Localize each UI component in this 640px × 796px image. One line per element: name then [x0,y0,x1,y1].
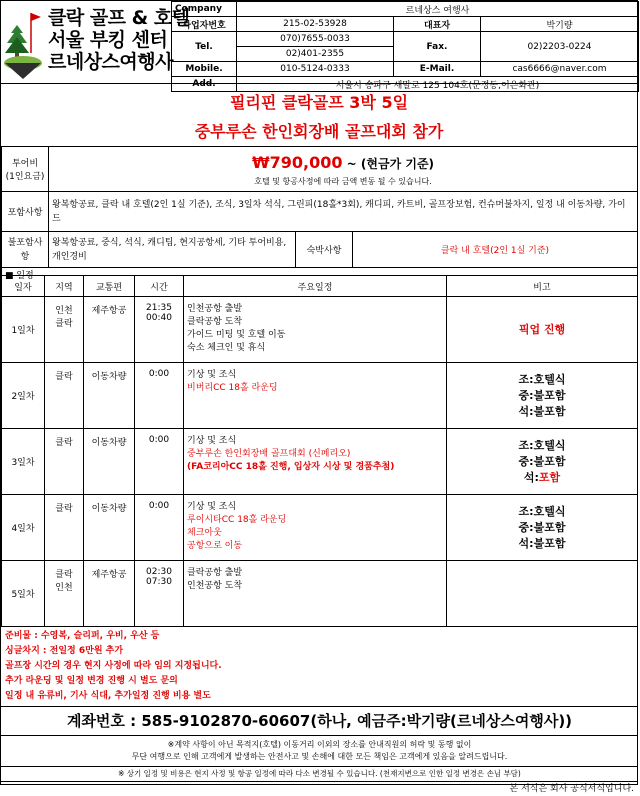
region-cell-line: 클락 [55,372,73,382]
price-note: 호텔 및 항공사정에 따라 금액 변동 될 수 있습니다. [254,177,432,186]
notes [1,626,638,706]
tour-info-table [1,146,638,281]
price-cell [49,147,638,192]
time-cell-line: 02:30 [146,567,172,577]
schedule-row [2,297,638,363]
header [1,1,639,91]
itinerary-item: 인천공항 출발 [187,304,243,314]
schedule-table [1,275,638,627]
warning-change-notice: ※ 상기 일정 및 비용은 현지 사정 및 항공 일정에 따라 다소 변경될 수 있습니다. (천재지변으로 인한 일정 변경은 손님 부담) [1,766,638,781]
note-extra-cost: 일정 내 유류비, 기사 식대, 추가일정 진행 비용 별도 [5,691,211,701]
region-cell-line: 클락 [55,438,73,448]
header-time: 시간 [135,276,184,297]
time-cell-line: 00:40 [146,313,172,323]
ceo-label: 대표자 [394,17,481,32]
region-cell [45,495,84,561]
logo-line-1: 클락 골프 & 호텔 [48,7,190,29]
footer [1,626,638,796]
price-label [2,147,49,192]
meal-item: 조:호텔식 [518,504,566,518]
itinerary-item: 체크아웃 [187,528,222,538]
company-name: 르네상스 여행사 [237,2,639,17]
logo-text [48,7,190,73]
itinerary-item: 기상 및 조식 [187,436,237,446]
schedule-section-title: ■ 일정 [2,268,638,282]
transport-cell: 이동차량 [84,363,135,429]
tel-1: 070)7655-0033 [237,32,394,47]
region-cell-line: 인천 [55,583,73,593]
meal-item: 중:불포함 [518,520,566,534]
note-single-charge: 싱글차지 : 전일정 6만원 추가 [5,646,124,656]
day-cell: 3일차 [2,429,45,495]
header-transport: 교통편 [84,276,135,297]
bank-account: 계좌번호 : 585-9102870-60607(하나, 예금주:박기량(르네상스여행사)) [1,706,638,735]
remarks-cell [447,363,638,429]
remarks-cell [447,429,638,495]
official-form-notice: 본 서식은 회사 공식서식입니다. [1,781,638,796]
day-cell: 4일차 [2,495,45,561]
schedule-body [2,297,638,627]
biz-label: 사업자번호 [172,17,237,32]
itinerary-item: 인천공항 도착 [187,581,243,591]
note-supplies: 준비물 : 수영복, 슬리퍼, 우비, 우산 등 [5,631,160,641]
note-tee-time: 골프장 시간의 경우 현지 사정에 따라 임의 지정됩니다. [5,661,222,671]
time-cell-line: 0:00 [148,369,170,379]
region-cell [45,561,84,627]
company-label: Company [172,2,237,17]
day-cell: 5일차 [2,561,45,627]
itinerary-cell [184,429,447,495]
price-label-line-1: 투어비 [11,159,39,169]
region-cell [45,297,84,363]
remarks-cell [447,297,638,363]
schedule-row [2,429,638,495]
lodging-text: 클락 내 호텔(2인 1실 기준) [353,232,638,268]
header-remarks: 비고 [447,276,638,297]
itinerary-cell [184,495,447,561]
region-cell-line: 인천 [55,306,73,316]
fax-number: 02)2203-0224 [481,32,639,62]
fax-label: Fax. [394,32,481,62]
time-cell-line: 0:00 [148,501,170,511]
time-cell [135,363,184,429]
address: 서울시 송파구 새말로 125 104호(문정동,어은화관) [237,77,639,92]
warning-line-2: 무단 여행으로 인해 고객에게 발생하는 안전사고 및 손해에 대한 모든 책임은 고객에게 있음을 알려드립니다. [131,752,508,761]
page-title: 필리핀 클락골프 3박 5일 [229,93,409,112]
time-cell [135,429,184,495]
price-amount: ₩790,000 [251,153,343,172]
day-cell: 2일차 [2,363,45,429]
transport-cell: 이동차량 [84,429,135,495]
excluded-label: 불포함사항 [2,232,49,268]
itinerary-item: 기상 및 조식 [187,370,237,380]
email-label: E-Mail. [394,62,481,77]
mobile-number: 010-5124-0333 [237,62,394,77]
time-cell [135,561,184,627]
itinerary-cell [184,297,447,363]
logo-line-3: 르네상스여행사 [48,51,173,73]
meal-item: 석:포함 [523,470,561,484]
meal-item: 석:불포함 [518,536,566,550]
day-cell: 1일차 [2,297,45,363]
biz-number: 215-02-53928 [237,17,394,32]
region-cell [45,363,84,429]
region-cell-line: 클락 [55,570,73,580]
excluded-text: 왕복항공료, 중식, 석식, 캐디팁, 현지공항세, 기타 투어비용, 개인경비 [49,232,296,268]
itinerary-item: 비버리CC 18홀 라운딩 [187,383,278,393]
email-address: cas6666@naver.com [481,62,639,77]
schedule-row [2,561,638,627]
note-extra-round: 추가 라운딩 및 일정 변경 진행 시 별도 문의 [5,676,178,686]
price-label-line-2: (1인요금) [5,172,45,182]
pickup-note: 픽업 진행 [518,322,566,336]
time-cell [135,495,184,561]
header-day: 일자 [2,276,45,297]
time-cell [135,297,184,363]
price-suffix: ~ (현금가 기준) [342,157,435,171]
header-region: 지역 [45,276,84,297]
lodging-label: 숙박사항 [296,232,353,268]
header-itinerary: 주요일정 [184,276,447,297]
meal-item: 조:호텔식 [518,372,566,386]
included-label: 포함사항 [2,192,49,232]
included-text: 왕복항공료, 클락 내 호텔(2인 1실 기준), 조식, 3일차 석식, 그린피(18홀*3회), 캐디피, 카트비, 골프장보험, 컨슈머불차지, 일정 내 이동차량, 가이드 [49,192,638,232]
itinerary-item: 기상 및 조식 [187,502,237,512]
tel-label: Tel. [172,32,237,62]
region-cell [45,429,84,495]
mobile-label: Mobile. [172,62,237,77]
tel-2: 02)401-2355 [237,47,394,62]
itinerary-item: 클락공항 도착 [187,317,243,327]
logo-line-2: 서울 부킹 센터 [48,29,168,51]
warning-line-1: ※계약 사항이 아닌 목적지(호텔) 이동거리 이외의 장소를 안내직원의 허락 및 동행 없이 [167,740,472,749]
meal-item: 중:불포함 [518,388,566,402]
remarks-cell [447,495,638,561]
golf-flag-logo-icon [3,3,43,79]
itinerary-item: 클락공항 출발 [187,568,243,578]
time-cell-line: 07:30 [146,577,172,587]
page-subtitle: 중부루손 한인회장배 골프대회 참가 [194,122,444,141]
itinerary-cell [184,561,447,627]
company-info-table [171,1,639,92]
ceo-name: 박기량 [481,17,639,32]
schedule-row [2,495,638,561]
meal-item: 석:불포함 [518,404,566,418]
transport-cell: 제주항공 [84,297,135,363]
meal-item: 조:호텔식 [518,438,566,452]
schedule-row [2,363,638,429]
itinerary-item: 숙소 체크인 및 휴식 [187,343,266,353]
itinerary-cell [184,363,447,429]
itinerary-item: 공항으로 이동 [187,541,243,551]
time-cell-line: 21:35 [146,303,172,313]
title-box [1,83,637,147]
warning [1,735,638,766]
region-cell-line: 클락 [55,319,73,329]
time-cell-line: 0:00 [148,435,170,445]
itinerary-item: 중부루손 한인회장배 골프대회 (신페리오) [187,449,351,459]
remarks-cell [447,561,638,627]
region-cell-line: 클락 [55,504,73,514]
itinerary-item: (FA코리아CC 18홀 진행, 입상자 시상 및 경품추첨) [187,462,395,472]
meal-item: 중:불포함 [518,454,566,468]
itinerary-item: 가이드 미팅 및 호텔 이동 [187,330,286,340]
address-label: Add. [172,77,237,92]
transport-cell: 제주항공 [84,561,135,627]
itinerary-item: 루이시타CC 18홀 라운딩 [187,515,287,525]
transport-cell: 이동차량 [84,495,135,561]
